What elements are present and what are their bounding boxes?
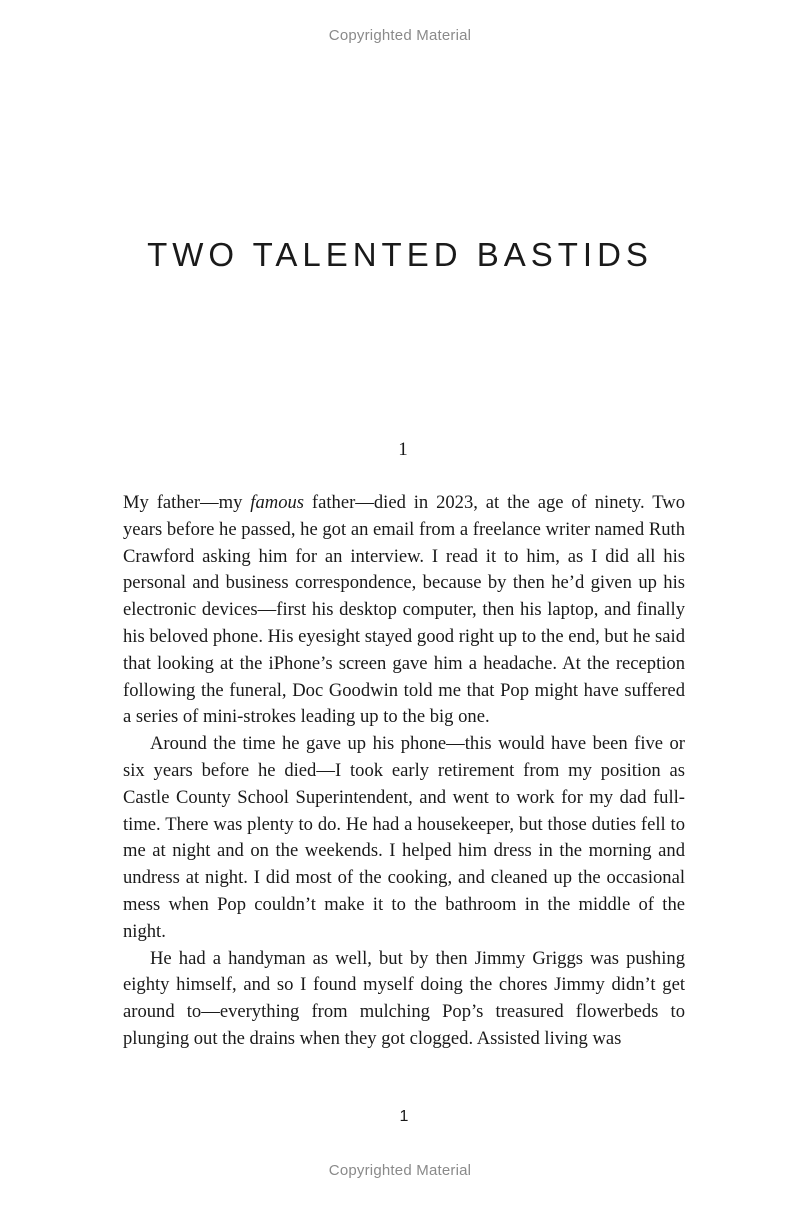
- paragraph-1: [123, 490, 685, 731]
- page-number: 1: [399, 1108, 409, 1125]
- paragraph-1-start: My father—my: [123, 492, 251, 513]
- watermark-top: Copyrighted Material: [328, 27, 472, 44]
- section-number: 1: [398, 439, 408, 460]
- paragraph-1-rest: father—died in 2023, at the age of ninety. Two years before he passed, he got an email from a freelance writer named Ruth Crawford asking him for an interview. I read it to him, as I did all his personal and business correspondence, because by then he’d given up his electronic devices—first his desktop computer, then his laptop, and finally his beloved phone. His eyesight stayed good right up to the end, but he said that looking at the iPhone’s screen gave him a headache. At the reception following the funeral, Doc Goodwin told me that Pop might have suffered a series of mini-strokes leading up to the big one.: [123, 492, 685, 728]
- body-text: [123, 490, 685, 1053]
- chapter-title: TWO TALENTED BASTIDS: [147, 236, 653, 273]
- watermark-bottom: Copyrighted Material: [328, 1162, 472, 1179]
- paragraph-2: Around the time he gave up his phone—this would have been five or six years before he died—I took early retirement from my position as Castle County School Superintendent, and went to work for my dad full-time. There was plenty to do. He had a housekeeper, but those duties fell to me at night and on the weekends. I helped him dress in the morning and undress at night. I did most of the cooking, and cleaned up the occasional mess when Pop couldn’t make it to the bathroom in the middle of the night.: [123, 733, 685, 942]
- emphasis-famous: famous: [250, 492, 305, 513]
- paragraph-3: He had a handyman as well, but by then Jimmy Griggs was pushing eighty himself, and so I found myself doing the chores Jimmy didn’t get around to—everything from mulching Pop’s treasured flowerbeds to plunging out the drains when they got clogged. Assisted living was: [123, 947, 685, 1049]
